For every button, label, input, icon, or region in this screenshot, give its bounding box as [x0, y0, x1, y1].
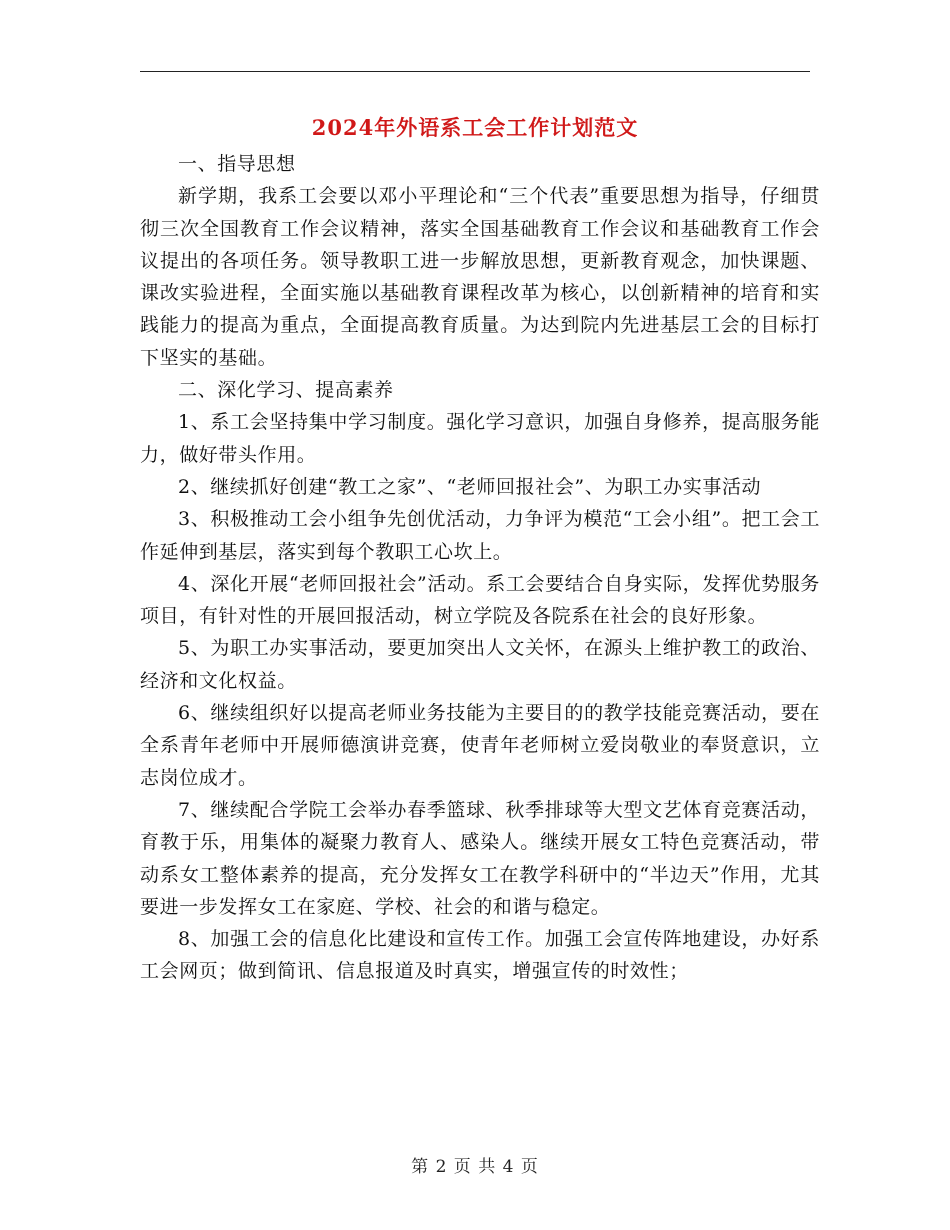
- list-item-7: 7、继续配合学院工会举办春季篮球、秋季排球等大型文艺体育竞赛活动，育教于乐，用集体的凝聚力教育人、感染人。继续开展女工特色竞赛活动，带动系女工整体素养的提高，充分发挥女工在教学科研中的“半边天”作用，尤其要进一步发挥女工在家庭、学校、社会的和谐与稳定。: [140, 798, 820, 918]
- page-number-footer: 第 2 页 共 4 页: [411, 1157, 539, 1177]
- list-item-5: 5、为职工办实事活动，要更加突出人文关怀，在源头上维护教工的政治、经济和文化权益。: [140, 637, 820, 692]
- document-body: [140, 148, 820, 988]
- document-title: 2024年外语系工会工作计划范文: [311, 115, 639, 140]
- list-item-3: 3、积极推动工会小组争先创优活动，力争评为模范“工会小组”。把工会工作延伸到基层，落实到每个教职工心坎上。: [140, 508, 820, 563]
- section-heading-guiding-ideology: 一、指导思想: [178, 153, 296, 175]
- list-item-8: 8、加强工会的信息化比建设和宣传工作。加强工会宣传阵地建设，办好系工会网页；做到简讯、信息报道及时真实，增强宣传的时效性；: [140, 928, 820, 983]
- header-rule: [140, 71, 810, 72]
- paragraph-guiding-ideology: 新学期，我系工会要以邓小平理论和“三个代表”重要思想为指导，仔细贯彻三次全国教育工作会议精神，落实全国基础教育工作会议和基础教育工作会议提出的各项任务。领导教职工进一步解放思想，更新教育观念，加快课题、课改实验进程，全面实施以基础教育课程改革为核心，以创新精神的培育和实践能力的提高为重点，全面提高教育质量。为达到院内先进基层工会的目标打下坚实的基础。: [140, 185, 820, 369]
- section-heading-deepen-study: 二、深化学习、提高素养: [178, 379, 394, 402]
- list-item-2: 2、继续抓好创建“教工之家”、“老师回报社会”、为职工办实事活动: [178, 475, 762, 498]
- list-item-6: 6、继续组织好以提高老师业务技能为主要目的的教学技能竞赛活动，要在全系青年老师中开展师德演讲竞赛，使青年老师树立爱岗敬业的奉贤意识，立志岗位成才。: [140, 702, 820, 789]
- list-item-4: 4、深化开展“老师回报社会”活动。系工会要结合自身实际，发挥优势服务项目，有针对性的开展回报活动，树立学院及各院系在社会的良好形象。: [140, 572, 820, 628]
- list-item-1: 1、系工会坚持集中学习制度。强化学习意识，加强自身修养，提高服务能力，做好带头作用。: [140, 411, 820, 466]
